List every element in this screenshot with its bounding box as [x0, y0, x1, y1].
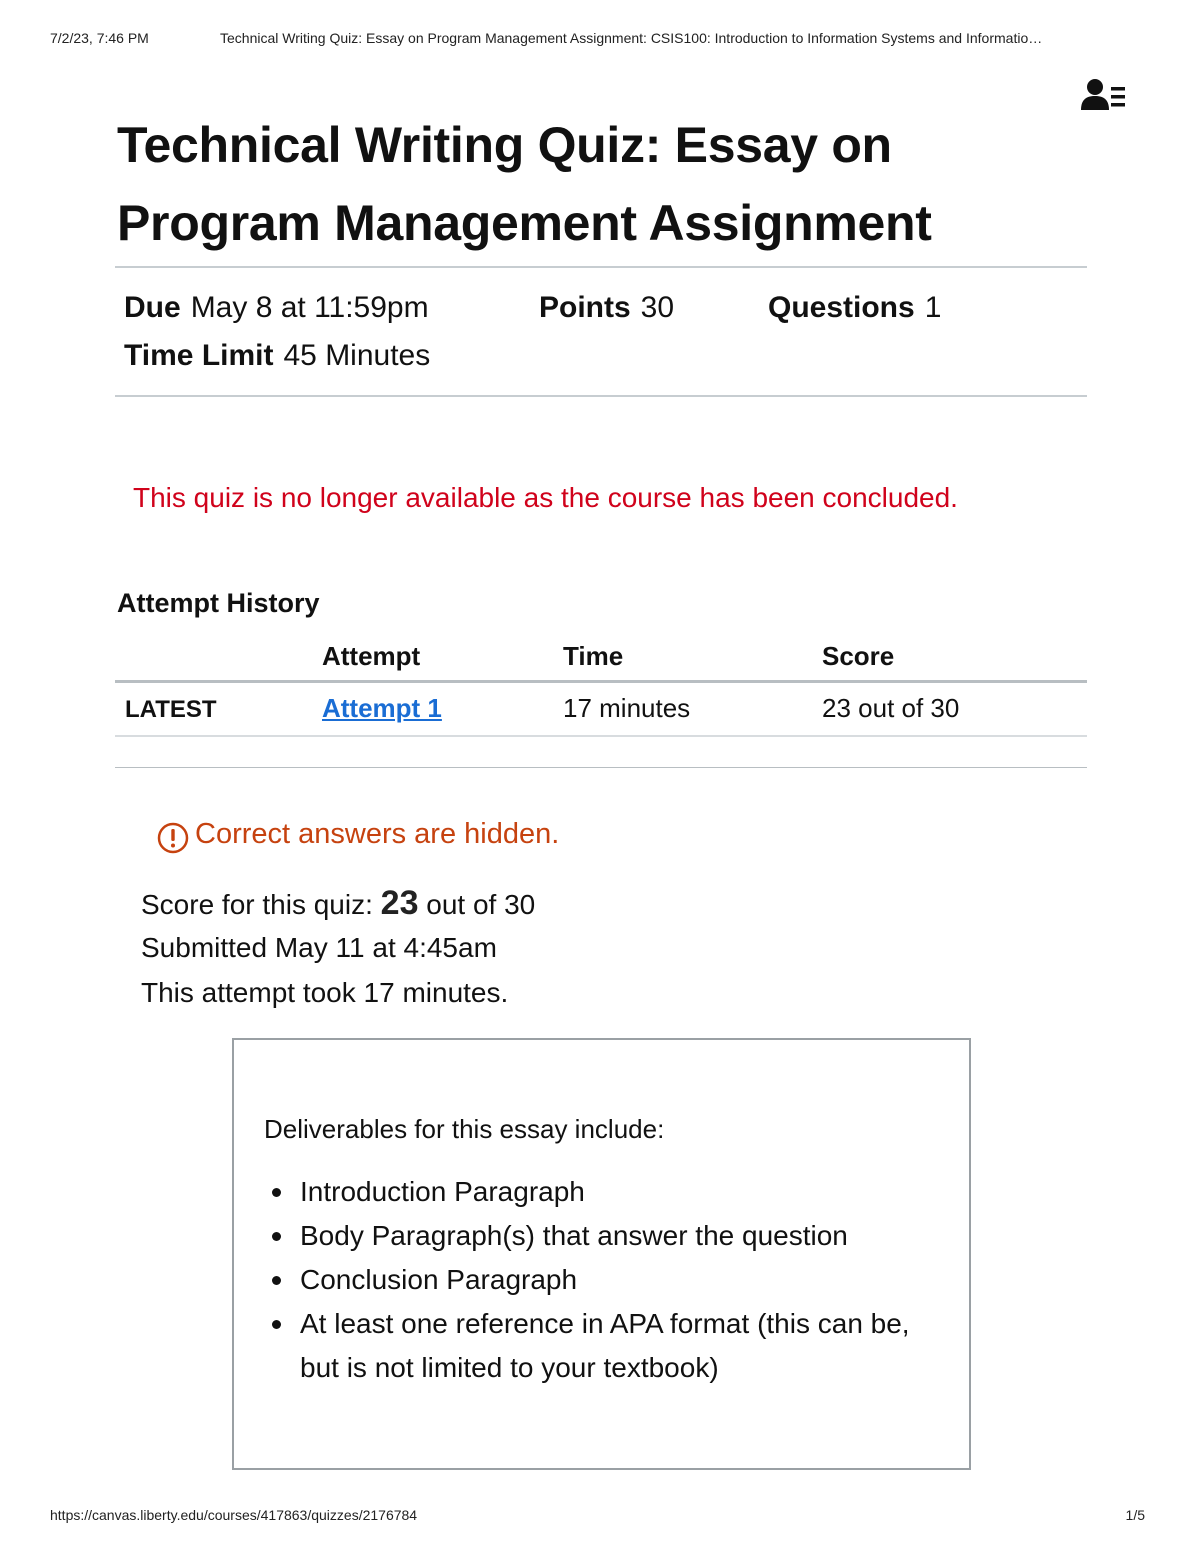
- print-header: [50, 30, 1150, 50]
- list-item: Conclusion Paragraph: [300, 1258, 950, 1302]
- essay-instructions-box: [232, 1038, 971, 1470]
- print-date: 7/2/23, 7:46 PM: [50, 30, 149, 46]
- column-header-score: Score: [822, 641, 895, 671]
- list-item: At least one reference in APA format (this can be, but is not limited to your textbook): [300, 1302, 950, 1390]
- attempt-1-link[interactable]: Attempt 1: [322, 693, 442, 723]
- due-label: Due: [124, 291, 181, 324]
- submitted-time: Submitted May 11 at 4:45am: [141, 932, 497, 963]
- attempt-score: 23 out of 30: [822, 693, 960, 723]
- deliverables-list: [300, 1170, 950, 1390]
- list-item: Introduction Paragraph: [300, 1170, 950, 1214]
- score-prefix: Score for this quiz:: [141, 889, 381, 920]
- time-limit-value: 45 Minutes: [283, 339, 431, 372]
- attempt-duration: This attempt took 17 minutes.: [141, 977, 509, 1008]
- questions-count: [768, 290, 941, 326]
- print-doc-title: Technical Writing Quiz: Essay on Program Management Assignment: CSIS100: Introduction to Information Systems and Informatio…: [220, 30, 1043, 46]
- table-row: [115, 683, 1087, 737]
- attempt-history-table: [115, 633, 1087, 737]
- points: [539, 290, 674, 326]
- due-value: May 8 at 11:59pm: [190, 291, 429, 324]
- table-header-row: [115, 633, 1087, 683]
- attempt-time: 17 minutes: [563, 693, 691, 723]
- list-item: Body Paragraph(s) that answer the question: [300, 1214, 950, 1258]
- questions-label: Questions: [768, 291, 915, 324]
- latest-label: LATEST: [125, 696, 217, 723]
- score-value: 23: [380, 884, 419, 922]
- due-date: [124, 290, 429, 326]
- attempt-history-heading: Attempt History: [117, 588, 320, 618]
- page-number: 1/5: [1125, 1507, 1145, 1523]
- answers-hidden-text: Correct answers are hidden.: [195, 818, 560, 850]
- divider: [115, 767, 1087, 768]
- print-url: https://canvas.liberty.edu/courses/417863/quizzes/2176784: [50, 1507, 418, 1523]
- column-header-attempt: Attempt: [322, 641, 421, 671]
- score-suffix: out of 30: [418, 889, 536, 920]
- divider: [115, 266, 1087, 268]
- time-limit-label: Time Limit: [124, 339, 274, 372]
- points-value: 30: [640, 291, 675, 324]
- page-title: Technical Writing Quiz: Essay on Program Management Assignment: [117, 117, 932, 251]
- questions-value: 1: [924, 291, 942, 324]
- concluded-message: This quiz is no longer available as the course has been concluded.: [133, 482, 958, 513]
- deliverables-intro: Deliverables for this essay include:: [264, 1114, 665, 1144]
- quiz-score: [141, 884, 535, 923]
- warning-icon: [157, 822, 189, 854]
- divider: [115, 395, 1087, 397]
- points-label: Points: [539, 291, 631, 324]
- column-header-time: Time: [563, 641, 624, 671]
- time-limit: [124, 338, 430, 374]
- user-list-icon[interactable]: [1080, 78, 1126, 112]
